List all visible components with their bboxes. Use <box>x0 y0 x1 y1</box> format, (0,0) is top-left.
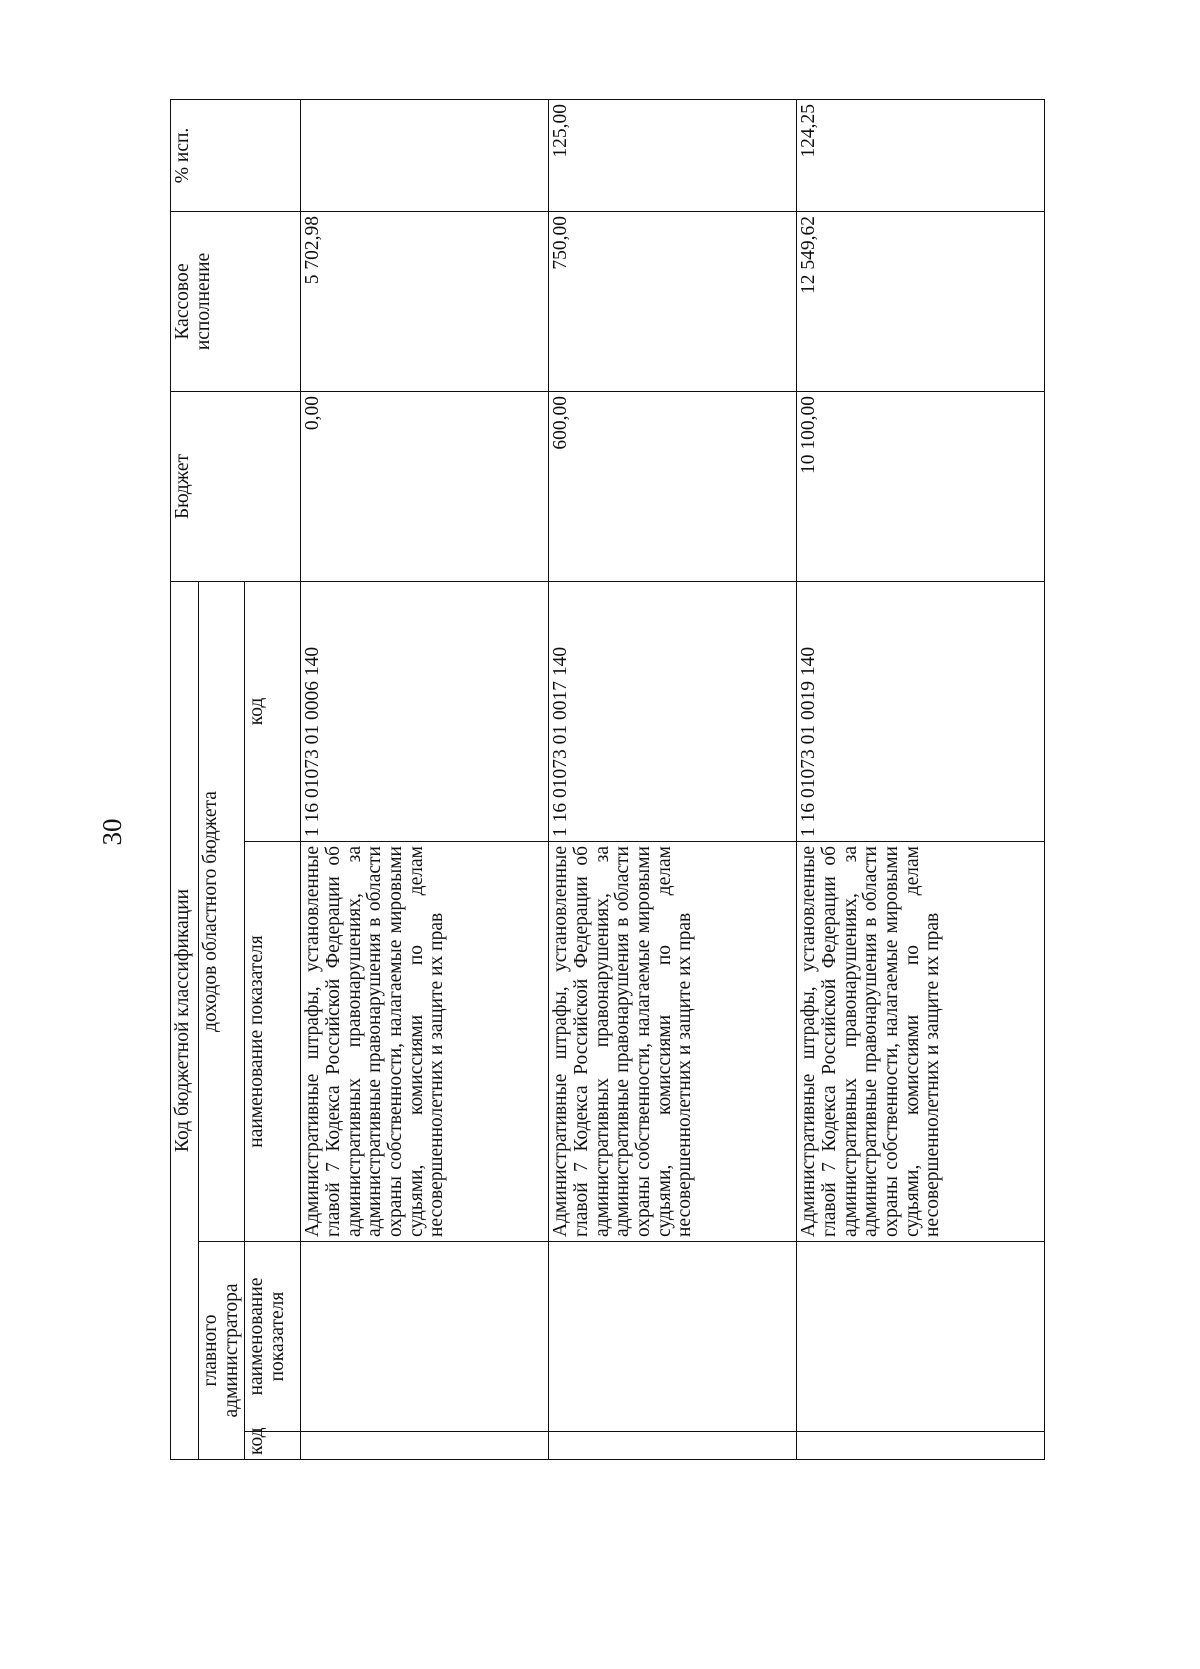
row-cash-execution: 750,00 <box>549 211 797 391</box>
row-budget: 10 100,00 <box>797 391 1045 581</box>
row-admin-name <box>549 1242 797 1432</box>
row-indicator-name: Административные штрафы, установленные главой 7 Кодекса Российской Федерации об административных правонарушениях, за административные правонарушения в области охраны собственности, налагаемые мировыми судьями, комиссиями по делам несовершеннолетних и защите их прав <box>301 842 549 1242</box>
header-classification: Код бюджетной классификации <box>171 581 199 1459</box>
row-income-code: 1 16 01073 01 0006 140 <box>301 581 549 841</box>
row-indicator-name: Административные штрафы, установленные главой 7 Кодекса Российской Федерации об административных правонарушениях, за административные правонарушения в области охраны собственности, налагаемые мировыми судьями, комиссиями по делам несовершеннолетних и защите их прав <box>549 842 797 1242</box>
header-admin-code: код <box>245 1432 301 1460</box>
row-budget: 0,00 <box>301 391 549 581</box>
row-income-code: 1 16 01073 01 0017 140 <box>549 581 797 841</box>
header-indicator-name: наименование показателя <box>245 842 301 1242</box>
rotated-table-container <box>170 100 1035 1460</box>
row-percent: 124,25 <box>797 99 1045 211</box>
row-admin-code <box>797 1432 1045 1460</box>
row-admin-name <box>301 1242 549 1432</box>
page-number: 30 <box>97 818 127 846</box>
row-admin-name <box>797 1242 1045 1432</box>
row-percent: 125,00 <box>549 99 797 211</box>
header-regional-income: доходов областного бюджета <box>199 581 245 1241</box>
header-chief-admin: главного администратора <box>199 1242 245 1460</box>
header-admin-indicator-name: наименование показателя <box>245 1242 301 1432</box>
header-budget: Бюджет <box>171 391 301 581</box>
row-admin-code <box>301 1432 549 1460</box>
row-budget: 600,00 <box>549 391 797 581</box>
header-percent: % исп. <box>171 99 301 211</box>
header-row-1 <box>171 99 199 1459</box>
row-indicator-name: Административные штрафы, установленные главой 7 Кодекса Российской Федерации об административных правонарушениях, за административные правонарушения в области охраны собственности, налагаемые мировыми судьями, комиссиями по делам несовершеннолетних и защите их прав <box>797 842 1045 1242</box>
header-income-code: код <box>245 581 301 841</box>
row-cash-execution: 5 702,98 <box>301 211 549 391</box>
table-row <box>549 99 797 1459</box>
table-row <box>797 99 1045 1459</box>
table-row <box>301 99 549 1459</box>
row-admin-code <box>549 1432 797 1460</box>
row-cash-execution: 12 549,62 <box>797 211 1045 391</box>
row-income-code: 1 16 01073 01 0019 140 <box>797 581 1045 841</box>
budget-execution-table <box>170 99 1045 1460</box>
row-percent <box>301 99 549 211</box>
header-cash-execution: Кассовое исполнение <box>171 211 301 391</box>
